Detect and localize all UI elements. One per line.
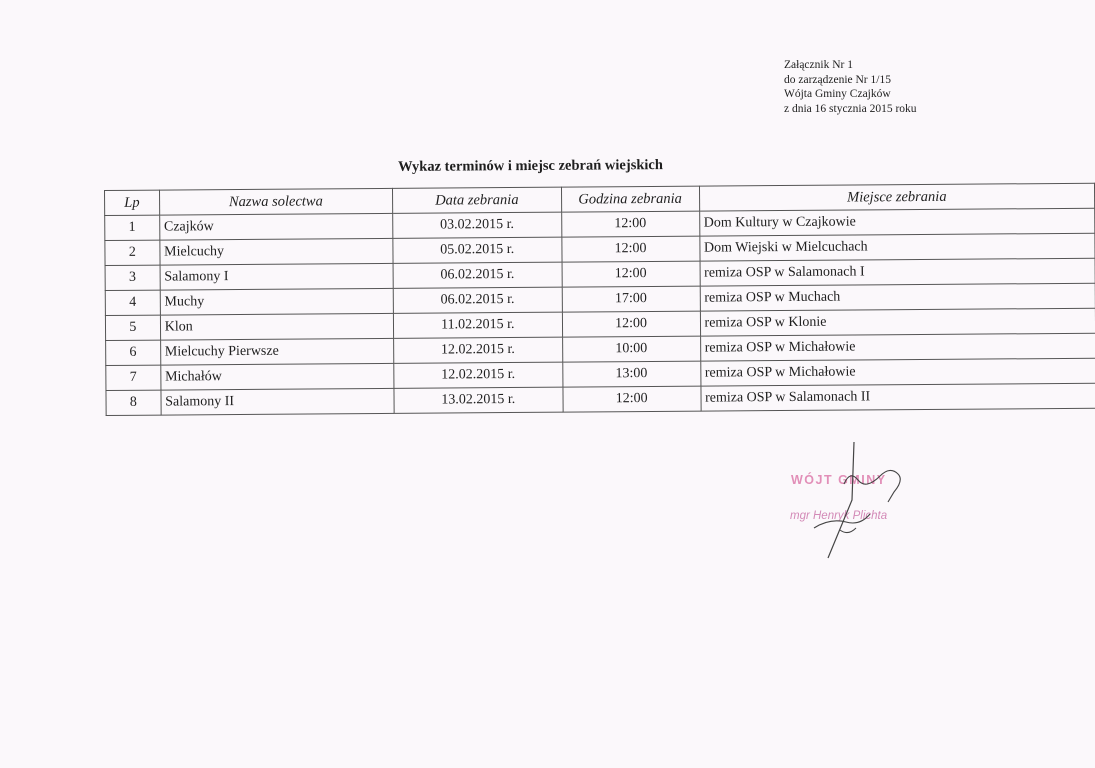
annex-header bbox=[784, 58, 917, 116]
cell-time: 17:00 bbox=[562, 286, 700, 312]
annex-line: Załącznik Nr 1 bbox=[784, 59, 853, 71]
cell-date: 11.02.2015 r. bbox=[393, 312, 562, 338]
cell-lp: 1 bbox=[105, 215, 160, 240]
cell-date: 12.02.2015 r. bbox=[394, 337, 563, 363]
cell-village: Mielcuchy Pierwsze bbox=[160, 338, 393, 365]
cell-time: 12:00 bbox=[561, 211, 699, 237]
cell-lp: 3 bbox=[105, 265, 160, 290]
signature-stamp bbox=[770, 440, 950, 570]
meetings-table-wrapper bbox=[104, 183, 1095, 416]
cell-place: remiza OSP w Salamonach II bbox=[700, 383, 1095, 411]
cell-time: 12:00 bbox=[563, 386, 701, 412]
cell-village: Klon bbox=[160, 313, 393, 340]
cell-village: Mielcuchy bbox=[160, 238, 393, 265]
cell-village: Czajków bbox=[159, 213, 392, 240]
cell-lp: 7 bbox=[106, 365, 161, 390]
cell-time: 12:00 bbox=[561, 236, 699, 262]
cell-village: Muchy bbox=[160, 288, 393, 315]
cell-place: Dom Wiejski w Mielcuchach bbox=[699, 233, 1095, 261]
document-title: Wykaz terminów i miejsc zebrań wiejskich bbox=[398, 157, 663, 175]
cell-place: remiza OSP w Michałowie bbox=[700, 333, 1095, 361]
cell-lp: 5 bbox=[105, 315, 160, 340]
header-date: Data zebrania bbox=[392, 187, 561, 213]
header-place: Miejsce zebrania bbox=[699, 183, 1095, 211]
cell-lp: 4 bbox=[105, 290, 160, 315]
cell-date: 06.02.2015 r. bbox=[393, 262, 562, 288]
cell-date: 12.02.2015 r. bbox=[394, 362, 563, 388]
handwritten-signature-icon bbox=[770, 440, 950, 570]
header-lp: Lp bbox=[105, 190, 160, 215]
cell-date: 03.02.2015 r. bbox=[393, 212, 562, 238]
cell-date: 13.02.2015 r. bbox=[394, 387, 563, 413]
cell-place: Dom Kultury w Czajkowie bbox=[699, 208, 1095, 236]
annex-line: Wójta Gminy Czajków bbox=[784, 88, 891, 100]
cell-village: Salamony I bbox=[160, 263, 393, 290]
cell-time: 12:00 bbox=[562, 261, 700, 287]
header-time: Godzina zebrania bbox=[561, 186, 699, 212]
cell-place: remiza OSP w Muchach bbox=[700, 283, 1095, 311]
cell-lp: 6 bbox=[106, 340, 161, 365]
cell-lp: 8 bbox=[106, 390, 161, 415]
cell-time: 13:00 bbox=[562, 361, 700, 387]
cell-village: Michałów bbox=[160, 363, 393, 390]
cell-time: 12:00 bbox=[562, 311, 700, 337]
meetings-table bbox=[104, 183, 1095, 416]
header-village: Nazwa solectwa bbox=[159, 188, 392, 215]
annex-line: do zarządzenie Nr 1/15 bbox=[784, 73, 891, 86]
cell-place: remiza OSP w Klonie bbox=[700, 308, 1095, 336]
cell-date: 06.02.2015 r. bbox=[393, 287, 562, 313]
cell-time: 10:00 bbox=[562, 336, 700, 362]
cell-place: remiza OSP w Salamonach I bbox=[700, 258, 1095, 286]
annex-line: z dnia 16 stycznia 2015 roku bbox=[784, 102, 917, 115]
cell-village: Salamony II bbox=[161, 388, 394, 415]
cell-place: remiza OSP w Michałowie bbox=[700, 358, 1095, 386]
cell-lp: 2 bbox=[105, 240, 160, 265]
stamp-name: mgr Henryk Plichta bbox=[790, 510, 888, 522]
stamp-title: WÓJT GMINY bbox=[791, 473, 887, 487]
cell-date: 05.02.2015 r. bbox=[393, 237, 562, 263]
